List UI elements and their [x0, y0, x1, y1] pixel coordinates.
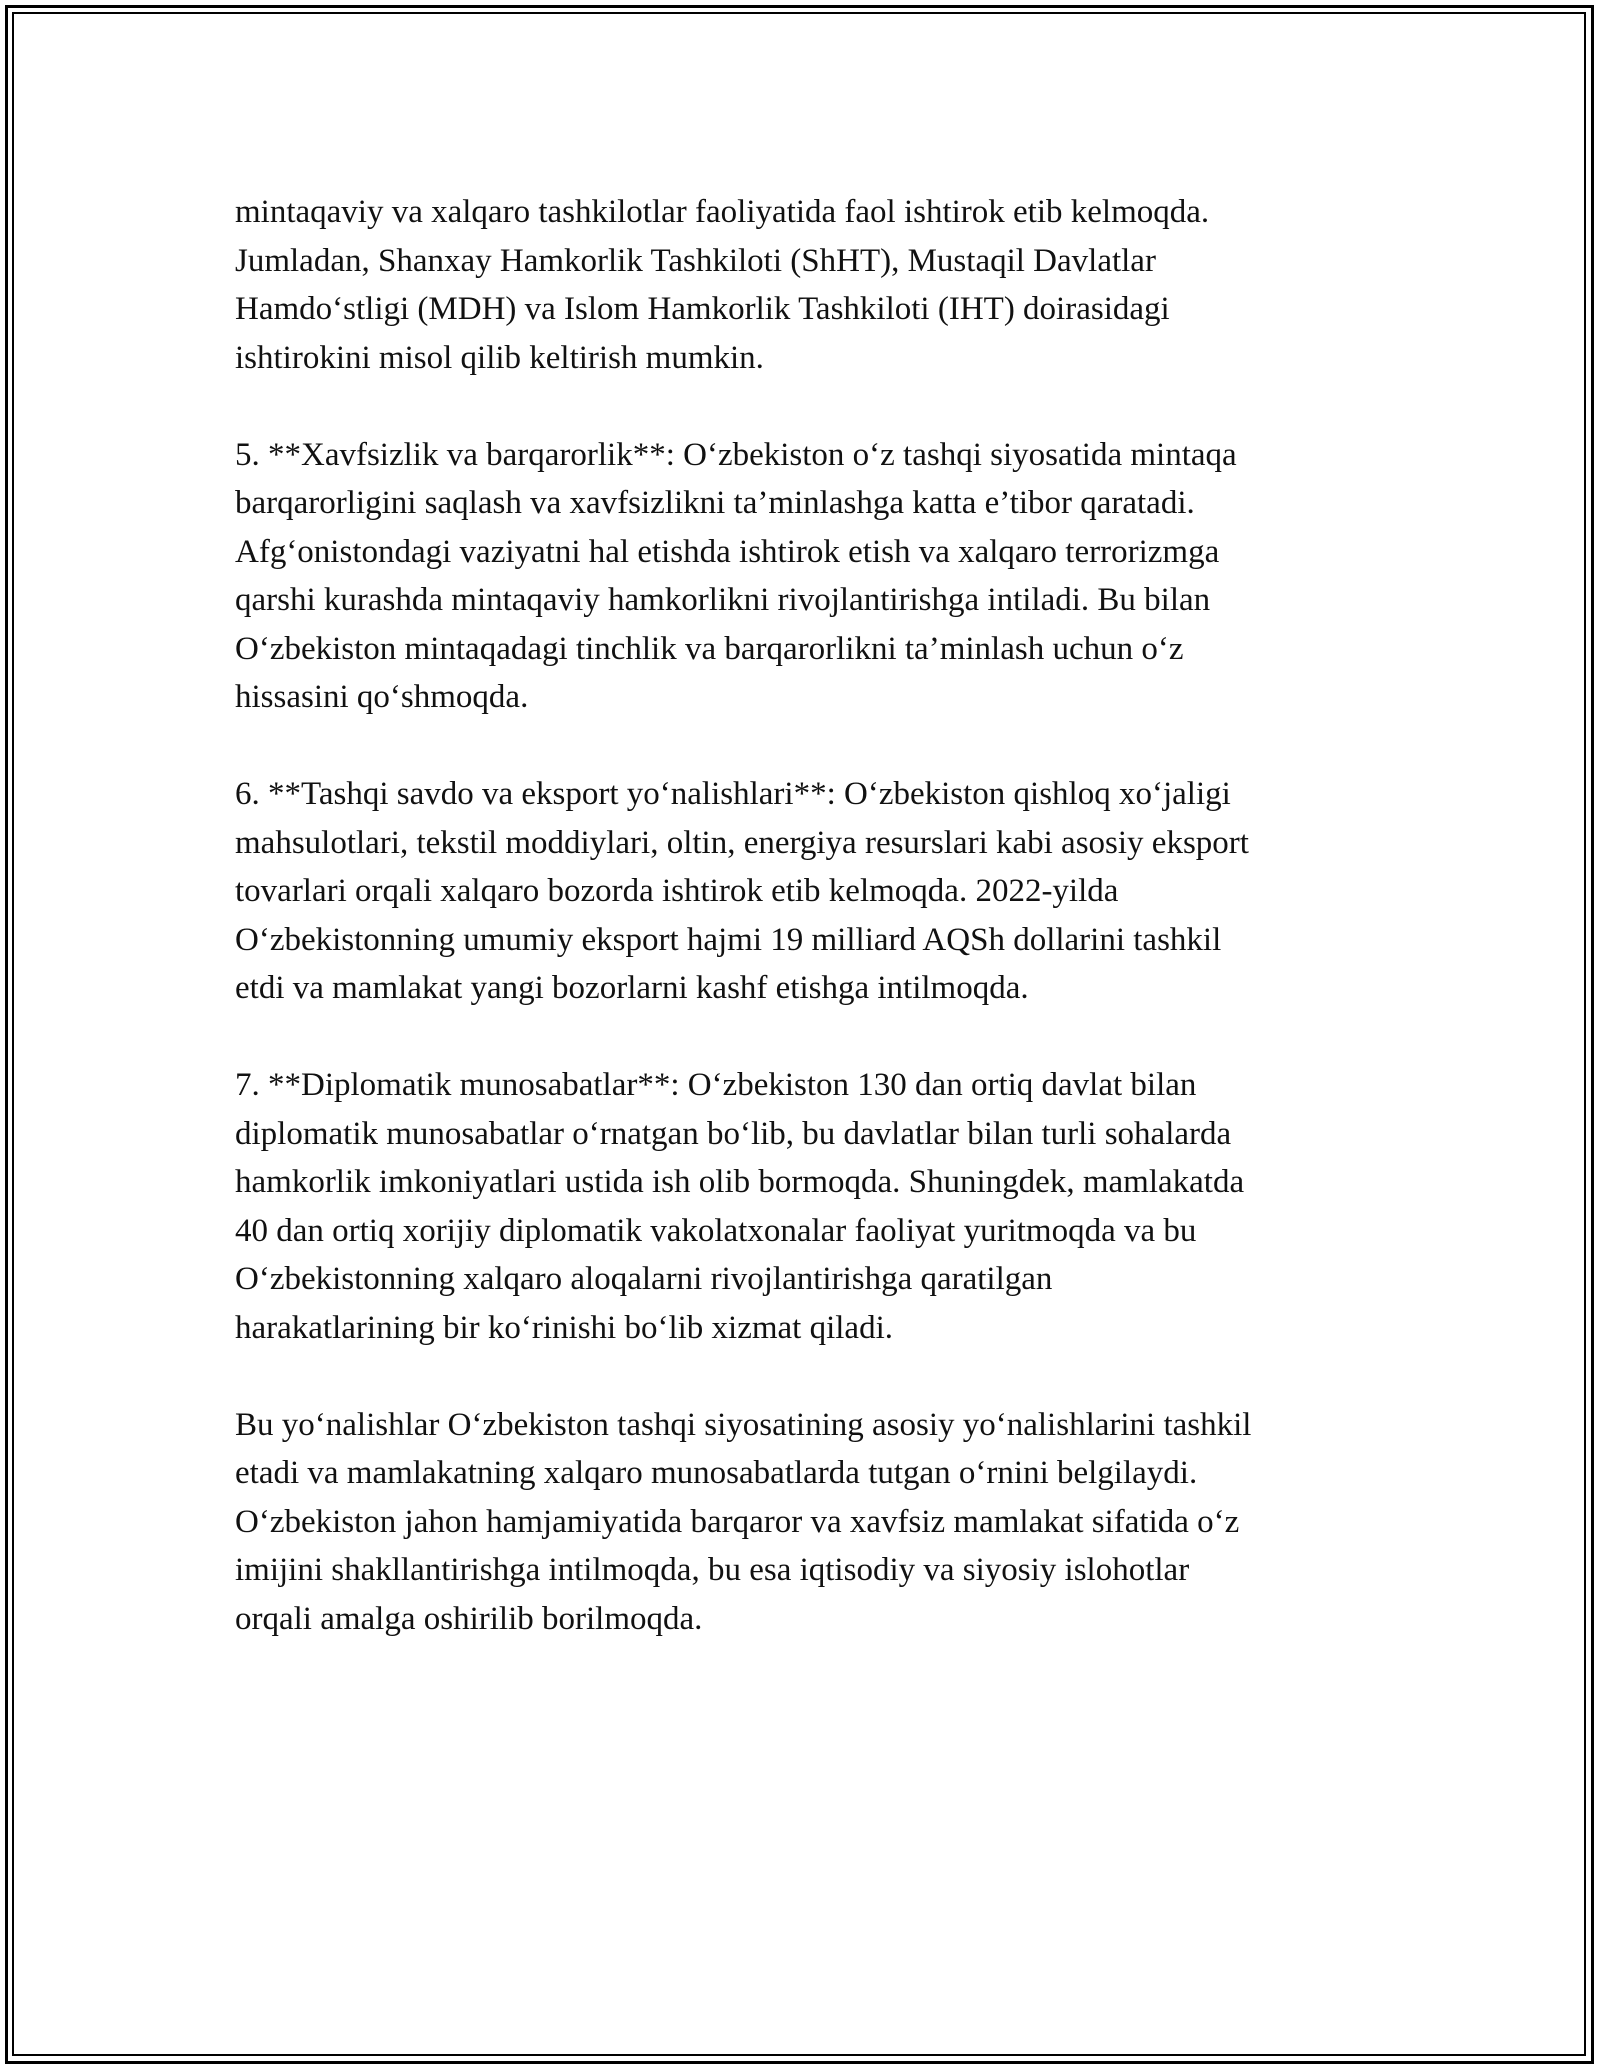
- text-line: orqali amalga oshirilib borilmoqda.: [235, 1600, 703, 1637]
- text-line: Afg‘onistondagi vaziyatni hal etishda ishtirok etish va xalqaro terrorizmga: [235, 533, 1220, 570]
- text-line: Jumladan, Shanxay Hamkorlik Tashkiloti (ShHT), Mustaqil Davlatlar: [235, 242, 1156, 279]
- text-line: hissasini qo‘shmoqda.: [235, 679, 529, 715]
- document-body: [235, 188, 1415, 1692]
- paragraph-trade-export: [235, 770, 1415, 1013]
- text-line: mintaqaviy va xalqaro tashkilotlar faoliyatida faol ishtirok etib kelmoqda.: [235, 194, 1210, 230]
- text-line: 7. **Diplomatik munosabatlar**: O‘zbekiston 130 dan ortiq davlat bilan: [235, 1067, 1197, 1103]
- text-line: O‘zbekistonning xalqaro aloqalarni rivojlantirishga qaratilgan: [235, 1261, 1053, 1297]
- text-line: etadi va mamlakatning xalqaro munosabatlarda tutgan o‘rnini belgilaydi.: [235, 1455, 1198, 1491]
- text-line: 40 dan ortiq xorijiy diplomatik vakolatxonalar faoliyat yuritmoqda va bu: [235, 1212, 1197, 1249]
- text-line: mahsulotlari, tekstil moddiylari, oltin, energiya resurslari kabi asosiy eksport: [235, 824, 1249, 861]
- paragraph-diplomatic-relations: [235, 1061, 1415, 1352]
- text-line: Hamdo‘stligi (MDH) va Islom Hamkorlik Tashkiloti (IHT) doirasidagi: [235, 291, 1170, 327]
- text-line: 6. **Tashqi savdo va eksport yo‘nalishlari**: O‘zbekiston qishloq xo‘jaligi: [235, 776, 1231, 812]
- text-line: O‘zbekiston jahon hamjamiyatida barqaror va xavfsiz mamlakat sifatida o‘z: [235, 1503, 1240, 1540]
- text-line: harakatlarining bir ko‘rinishi bo‘lib xizmat qiladi.: [235, 1309, 894, 1346]
- text-line: hamkorlik imkoniyatlari ustida ish olib bormoqda. Shuningdek, mamlakatda: [235, 1164, 1245, 1200]
- text-line: barqarorligini saqlash va xavfsizlikni ta’minlashga katta e’tibor qaratadi.: [235, 485, 1195, 521]
- text-line: diplomatik munosabatlar o‘rnatgan bo‘lib, bu davlatlar bilan turli sohalarda: [235, 1115, 1232, 1152]
- paragraph-conclusion: [235, 1401, 1415, 1644]
- text-line: Bu yo‘nalishlar O‘zbekiston tashqi siyosatining asosiy yo‘nalishlarini tashkil: [235, 1406, 1252, 1443]
- text-line: O‘zbekiston mintaqadagi tinchlik va barqarorlikni ta’minlash uchun o‘z: [235, 630, 1184, 667]
- paragraph-organizations: [235, 188, 1415, 382]
- text-line: tovarlari orqali xalqaro bozorda ishtirok etib kelmoqda. 2022-yilda: [235, 873, 1119, 909]
- text-line: 5. **Xavfsizlik va barqarorlik**: O‘zbekiston o‘z tashqi siyosatida mintaqa: [235, 436, 1237, 473]
- text-line: O‘zbekistonning umumiy eksport hajmi 19 milliard AQSh dollarini tashkil: [235, 921, 1222, 958]
- text-line: etdi va mamlakat yangi bozorlarni kashf etishga intilmoqda.: [235, 970, 1029, 1006]
- text-line: imijini shakllantirishga intilmoqda, bu esa iqtisodiy va siyosiy islohotlar: [235, 1552, 1190, 1588]
- text-line: qarshi kurashda mintaqaviy hamkorlikni rivojlantirishga intiladi. Bu bilan: [235, 582, 1211, 618]
- text-line: ishtirokini misol qilib keltirish mumkin.: [235, 339, 764, 376]
- paragraph-security: [235, 431, 1415, 722]
